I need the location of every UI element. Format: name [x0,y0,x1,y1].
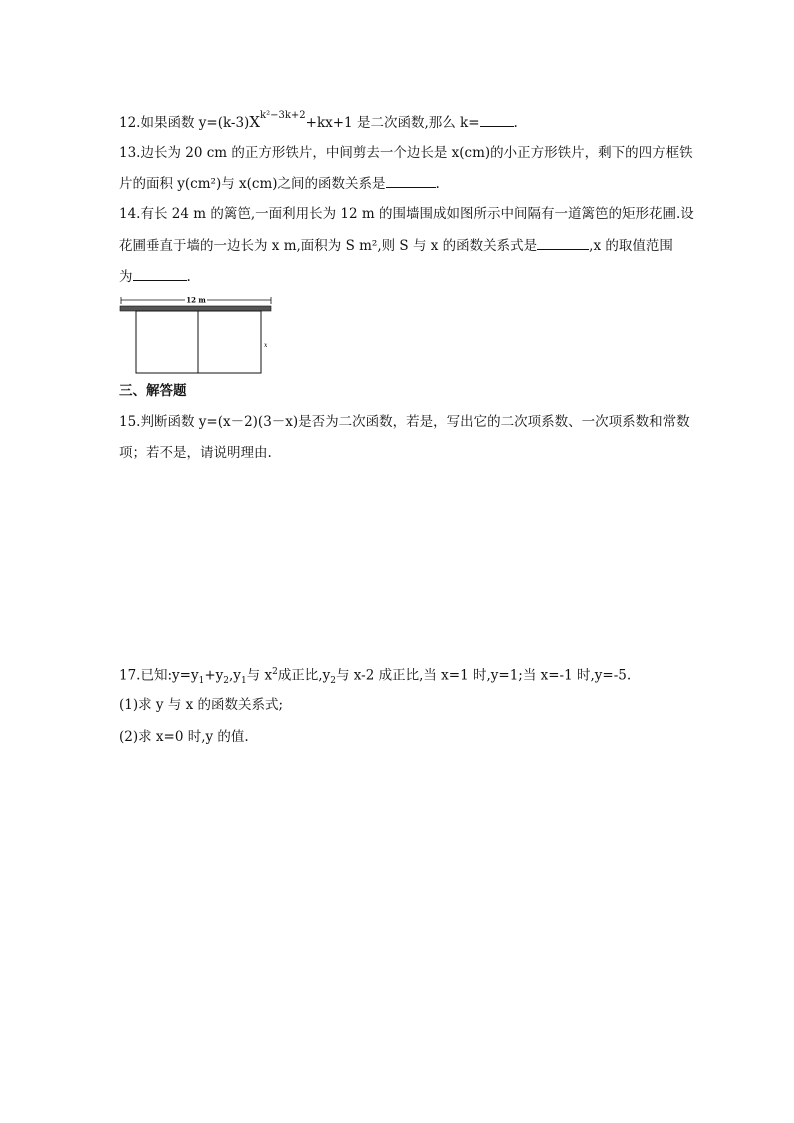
q14-end: . [186,269,191,285]
q13-answer-blank[interactable] [386,174,436,188]
question-13-line-1: 13.边长为 20 cm 的正方形铁片，中间剪去一个边长是 x(cm)的小正方形铁片，剩下的四方框铁 [119,145,693,161]
side-length-label: x [264,342,268,349]
q14-text-3: 为 [119,269,133,285]
q12-prefix: 12.如果函数 y=(k-3) [119,115,250,131]
question-17-part-1: (1)求 y 与 x 的函数关系式; [119,697,284,713]
q17-sub-4: 2 [330,676,336,687]
q14-answer-blank-2[interactable] [133,267,187,281]
q17-text-1: 17.已知:y=y [119,667,199,684]
question-14-line-2 [119,236,673,255]
q17-text-4: 与 x [246,667,273,684]
question-17-part-2: (2)求 x=0 时,y 的值. [119,729,249,745]
question-14-line-3 [119,267,191,286]
q14-text-2: ,x 的取值范围 [589,238,673,254]
question-17-line-1 [119,663,631,690]
q12-base: X [249,113,261,131]
question-13-line-2 [119,174,440,193]
q17-text-6: 与 x-2 成正比,当 x=1 时,y=1;当 x=-1 时,y=-5. [335,667,632,684]
q17-text-5: 成正比,y [277,667,331,684]
q17-sup: 2 [272,667,278,677]
q17-sub-2: 2 [223,676,230,687]
question-12 [119,110,518,134]
q12-suffix: +kx+1 是二次函数,那么 k= [305,115,480,131]
section-3-heading: 三、解答题 [119,383,187,399]
q12-exponent: k²−3k+2 [260,110,306,121]
q13-text: 片的面积 y(cm²)与 x(cm)之间的函数关系是 [119,176,386,192]
question-15-line-2: 项；若不是，请说明理由. [119,445,272,461]
wall [120,306,271,311]
q14-text: 花圃垂直于墙的一边长为 x m,面积为 S m²,则 S 与 x 的函数关系式是 [119,238,538,254]
q17-text-2: +y [204,667,224,684]
q17-sub-1: 1 [198,676,205,687]
q13-end: . [435,176,440,192]
garden-figure [119,297,275,377]
q12-end: . [513,115,518,131]
q17-text-3: ,y [229,667,241,684]
q14-answer-blank-1[interactable] [537,236,589,250]
q17-sub-3: 1 [240,676,247,687]
q12-answer-blank[interactable] [480,113,514,127]
question-15-line-1: 15.判断函数 y=(x－2)(3－x)是否为二次函数，若是，写出它的二次项系数、一次项系数和常数 [119,414,690,430]
wall-length-label: 12 m [186,297,206,305]
question-14-line-1: 14.有长 24 m 的篱笆,一面利用长为 12 m 的围墙围成如图所示中间隔有一道篱笆的矩形花圃.设 [119,206,694,222]
